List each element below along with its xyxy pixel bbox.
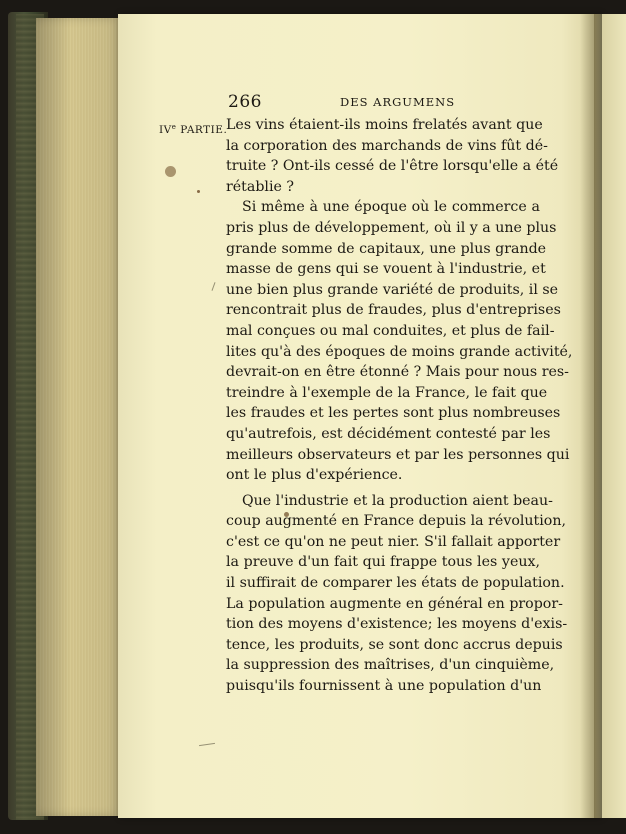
paper-speck bbox=[197, 190, 200, 193]
text-line: ont le plus d'expérience. bbox=[226, 467, 403, 484]
margin-note-label: PARTIE. bbox=[176, 124, 228, 136]
text-line: qu'autrefois, est décidément contesté par les bbox=[226, 425, 551, 442]
text-line: une bien plus grande variété de produits, il se bbox=[226, 281, 559, 298]
text-line: truite ? Ont-ils cessé de l'être lorsqu'elle a été bbox=[226, 158, 559, 175]
margin-note-superscript: e bbox=[171, 123, 177, 131]
text-line: la corporation des marchands de vins fût dé- bbox=[226, 137, 548, 154]
body-text bbox=[226, 115, 573, 697]
text-line: masse de gens qui se vouent à l'industrie, et bbox=[226, 261, 546, 278]
margin-note bbox=[159, 123, 227, 136]
text-line: Si même à une époque où le commerce a bbox=[242, 199, 540, 216]
text-line: Que l'industrie et la production aient beau- bbox=[242, 492, 553, 509]
text-line: tion des moyens d'existence; les moyens d'exis- bbox=[226, 616, 568, 633]
page-number: 266 bbox=[228, 92, 262, 112]
text-line: meilleurs observateurs et par les personnes qui bbox=[226, 446, 570, 463]
text-line: les fraudes et les pertes sont plus nombreuses bbox=[226, 405, 561, 422]
text-line: la preuve d'un fait qui frappe tous les yeux, bbox=[226, 554, 540, 571]
text-line: pris plus de développement, où il y a une plus bbox=[226, 219, 557, 236]
text-line: La population augmente en général en propor- bbox=[226, 595, 563, 612]
text-line: treindre à l'exemple de la France, le fait que bbox=[226, 384, 548, 401]
margin-note-roman: IV bbox=[159, 124, 172, 136]
text-line: rencontrait plus de fraudes, plus d'entreprises bbox=[226, 302, 561, 319]
page-header bbox=[0, 92, 626, 112]
text-line: c'est ce qu'on ne peut nier. S'il fallait apporter bbox=[226, 533, 561, 550]
text-line: coup augmenté en France depuis la révolution, bbox=[226, 513, 566, 530]
text-line: la suppression des maîtrises, d'un cinquième, bbox=[226, 657, 555, 674]
text-line: tence, les produits, se sont donc accrus depuis bbox=[226, 636, 563, 653]
text-line: il suffirait de comparer les états de population. bbox=[226, 575, 565, 592]
paper-speck bbox=[165, 166, 176, 177]
text-line: Les vins étaient-ils moins frelatés avant que bbox=[226, 117, 543, 133]
text-line: puisqu'ils fournissent à une population d'un bbox=[226, 678, 542, 695]
page-edges-shadow bbox=[36, 18, 122, 816]
running-head: DES ARGUMENS bbox=[340, 95, 456, 109]
text-line: lites qu'à des époques de moins grande activité, bbox=[226, 343, 573, 360]
gutter-shadow bbox=[580, 14, 602, 818]
text-line: devrait-on en être étonné ? Mais pour nous res- bbox=[226, 364, 569, 381]
text-line: grande somme de capitaux, une plus grande bbox=[226, 240, 547, 257]
text-line: rétablie ? bbox=[226, 178, 295, 195]
text-line: mal conçues ou mal conduites, et plus de fail- bbox=[226, 322, 555, 339]
